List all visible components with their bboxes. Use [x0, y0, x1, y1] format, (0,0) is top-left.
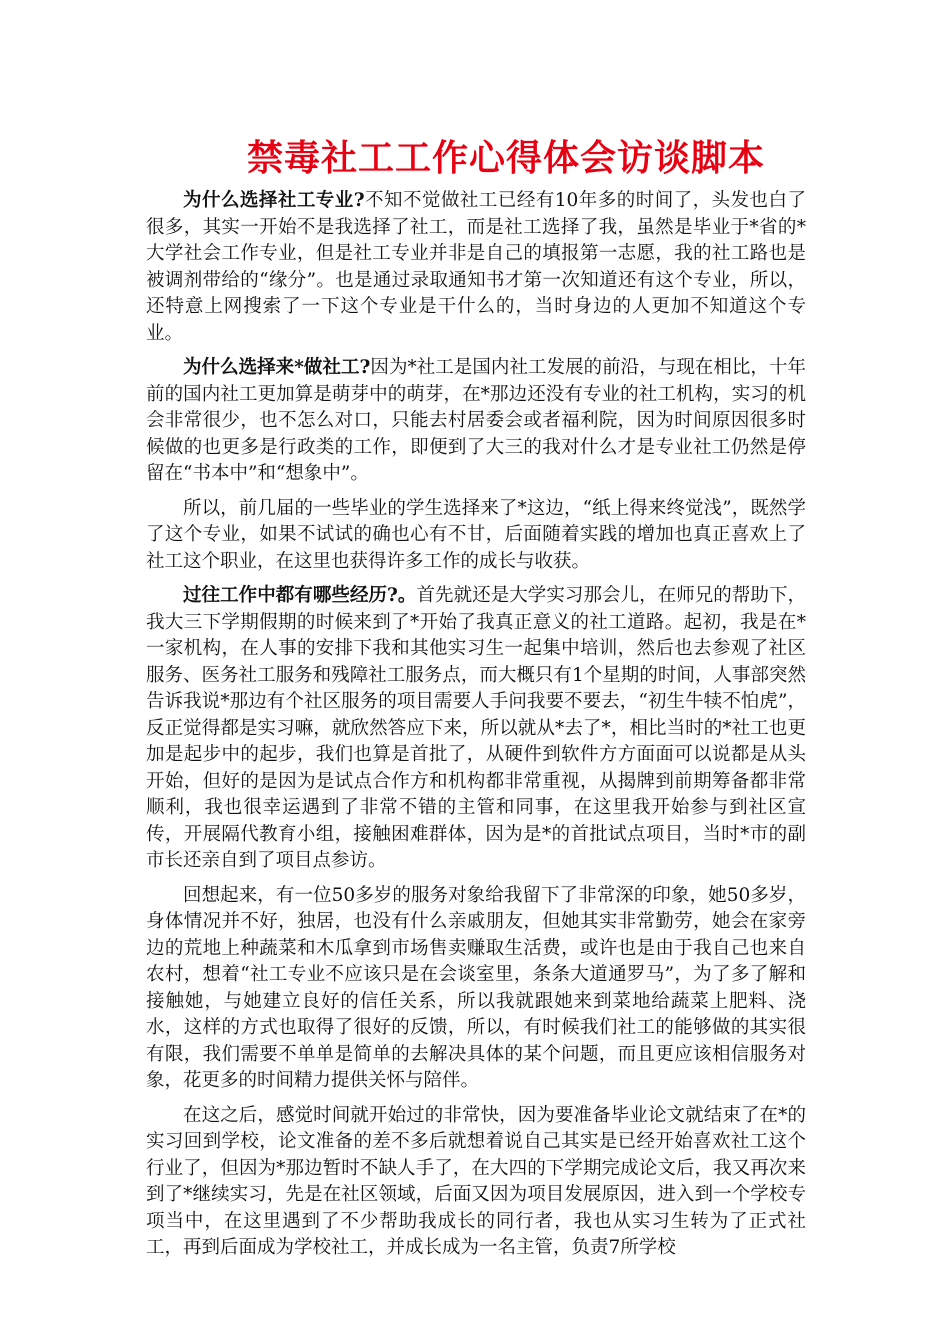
question-4: 过往工作中都有哪些经历?。 — [183, 585, 417, 606]
paragraph-2 — [146, 355, 806, 488]
paragraph-3 — [146, 496, 806, 576]
document-title: 禁毒社工工作心得体会访谈脚本 — [246, 137, 765, 179]
answer-4: 首先就还是大学实习那会儿，在师兄的帮助下，我大三下学期假期的时候来到了*开始了我真正意义的社工道路。起初，我是在*一家机构，在人事的安排下我和其他实习生一起集中培训，然后也去参观了社区服务、医务社工服务和残障社工服务点，而大概只有1个星期的时间，人事部突然告诉我说*那边有个社区服务的项目需要人手问我要不要去，“初生牛犊不怕虎”，反正觉得都是实习嘛，就欣然答应下来，所以就从*去了*，相比当时的*社工也更加是起步中的起步，我们也算是首批了，从硬件到软件方方面面可以说都是从头开始，但好的是因为是试点合作方和机构都非常重视，从揭牌到前期筹备都非常顺利，我也很幸运遇到了非常不错的主管和同事，在这里我开始参与到社区宣传，开展隔代教育小组，接触困难群体，因为是*的首批试点项目，当时*市的副市长还亲自到了项目点参访。 — [146, 585, 806, 871]
paragraph-1 — [146, 188, 806, 347]
answer-2: 因为*社工是国内社工发展的前沿，与现在相比，十年前的国内社工更加算是萌芽中的萌芽，在*那边还没有专业的社工机构，实习的机会非常很少，也不怎么对口，只能去村居委会或者福利院，因为时间原因很多时候做的也更多是行政类的工作，即便到了大三的我对什么才是专业社工仍然是停留在“书本中”和“想象中”。 — [146, 357, 806, 484]
answer-5: 回想起来，有一位50多岁的服务对象给我留下了非常深的印象，她50多岁，身体情况并不好，独居，也没有什么亲戚朋友，但她其实非常勤劳，她会在家旁边的荒地上种蔬菜和木瓜拿到市场售卖赚取生活费，或许也是由于我自己也来自农村，想着“社工专业不应该只是在会谈室里，条条大道通罗马”，为了多了解和接触她，与她建立良好的信任关系，所以我就跟她来到菜地给蔬菜上肥料、浇水，这样的方式也取得了很好的反馈，所以，有时候我们社工的能够做的其实很有限，我们需要不单单是简单的去解决具体的某个问题，而且更应该相信服务对象，花更多的时间精力提供关怀与陪伴。 — [146, 884, 806, 1091]
paragraph-4 — [146, 583, 806, 875]
paragraph-5 — [146, 883, 806, 1095]
answer-1: 不知不觉做社工已经有10年多的时间了，头发也白了很多，其实一开始不是我选择了社工，而是社工选择了我，虽然是毕业于*省的*大学社会工作专业，但是社工专业并非是自己的填报第一志愿，我的社工路也是被调剂带给的“缘分”。也是通过录取通知书才第一次知道还有这个专业，所以，还特意上网搜索了一下这个专业是干什么的，当时身边的人更加不知道这个专业。 — [146, 190, 806, 344]
question-1: 为什么选择社工专业? — [183, 190, 365, 211]
answer-3: 所以，前几届的一些毕业的学生选择来了*这边，“纸上得来终觉浅”，既然学了这个专业，如果不试试的确也心有不甘，后面随着实践的增加也真正喜欢上了社工这个职业，在这里也获得许多工作的成长与收获。 — [146, 497, 806, 572]
answer-6: 在这之后，感觉时间就开始过的非常快，因为要准备毕业论文就结束了在*的实习回到学校，论文准备的差不多后就想着说自己其实是已经开始喜欢社工这个行业了，但因为*那边暂时不缺人手了，在大四的下学期完成论文后，我又再次来到了*继续实习，先是在社区领域，后面又因为项目发展原因，进入到一个学校专项当中，在这里遇到了不少帮助我成长的同行者，我也从实习生转为了正式社工，再到后面成为学校社工，并成长成为一名主管，负责7所学校 — [146, 1104, 806, 1258]
question-2: 为什么选择来*做社工? — [183, 357, 371, 378]
document-page — [146, 128, 806, 1270]
paragraph-6 — [146, 1103, 806, 1262]
